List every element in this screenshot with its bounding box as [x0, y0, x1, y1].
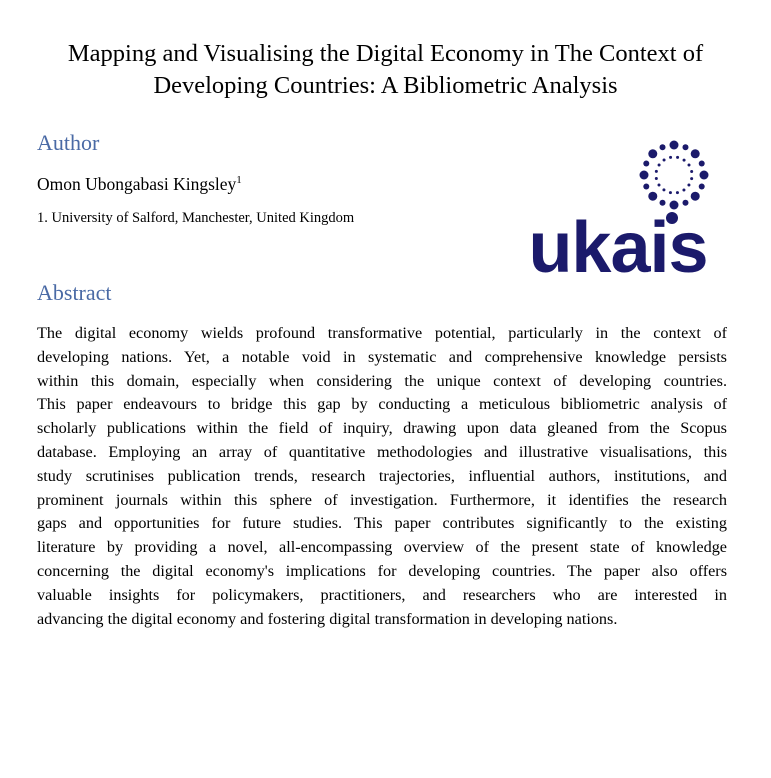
logo-dot: [643, 183, 649, 189]
logo-dot: [690, 177, 693, 180]
ukais-logo: [510, 130, 730, 280]
logo-dot: [683, 159, 686, 162]
logo-dot: [655, 170, 658, 173]
logo-dot: [648, 192, 657, 201]
logo-dot: [648, 149, 657, 158]
paper-title: [0, 38, 771, 102]
logo-dot: [655, 177, 658, 180]
logo-dot: [691, 192, 700, 201]
abstract-line: This paper endeavours to bridge this gap by conducting a meticulous bibliometric analysis of: [37, 395, 727, 414]
logo-dot: [688, 164, 691, 167]
abstract-line: prominent journals within this sphere of investigation. Furthermore, it identifies the research: [37, 490, 727, 509]
logo-dot: [658, 163, 661, 166]
logo-dot: [669, 156, 672, 159]
logo-dot: [657, 183, 660, 186]
logo-dot: [663, 158, 666, 161]
logo-dot: [682, 200, 688, 206]
abstract-line: developing nations. Yet, a notable void in systematic and comprehensive knowledge persists: [37, 347, 727, 366]
abstract-line: scholarly publications within the field of inquiry, drawing upon data gleaned from the Scopus: [37, 419, 727, 438]
author-heading: Author: [37, 130, 100, 155]
logo-dot: [669, 191, 672, 194]
logo-dot: [687, 184, 690, 187]
abstract-line: study scrutinises publication trends, research trajectories, influential authors, institutions, and: [37, 466, 727, 485]
logo-dot: [691, 149, 700, 158]
logo-dot: [682, 189, 685, 192]
logo-dot: [660, 144, 666, 150]
affiliation: 1. University of Salford, Manchester, United Kingdom: [37, 210, 355, 226]
abstract-heading: Abstract: [37, 280, 112, 305]
logo-dot: [676, 156, 679, 159]
logo-dot: [670, 141, 679, 150]
title-line: Developing Countries: A Bibliometric Analysis: [153, 72, 618, 99]
abstract-line: advancing the digital economy and fostering digital transformation in developing nations.: [37, 609, 618, 628]
logo-dot: [699, 161, 705, 167]
author-superscript: 1: [236, 174, 242, 187]
abstract-line: within this domain, especially when considering the unique context of developing countries.: [37, 371, 727, 390]
author-name: [37, 174, 242, 195]
logo-dot: [690, 170, 693, 173]
logo-dot: [676, 191, 679, 194]
abstract-line: gaps and opportunities for future studies. This paper contributes significantly to the existing: [37, 514, 727, 533]
logo-dot: [660, 200, 666, 206]
title-line: Mapping and Visualising the Digital Economy in The Context of: [67, 40, 704, 67]
logo-dot: [643, 161, 649, 167]
abstract-line: database. Employing an array of quantitative methodologies and illustrative visualisations, this: [37, 442, 727, 461]
abstract-line: The digital economy wields profound transformative potential, particularly in the context of: [37, 324, 727, 342]
abstract-line: valuable insights for policymakers, practitioners, and researchers who are interested in: [37, 585, 727, 604]
author-name-text: Omon Ubongabasi Kingsley: [37, 174, 237, 194]
abstract-line: concerning the digital economy's implications for developing countries. The paper also offers: [37, 561, 727, 580]
logo-dot: [640, 171, 649, 180]
logo-dot: [662, 188, 665, 191]
abstract-body: [37, 322, 727, 631]
logo-dot: [699, 183, 705, 189]
logo-dot: [700, 171, 709, 180]
abstract-line: literature by providing a novel, all-encompassing overview of the present state of knowledge: [37, 538, 727, 557]
logo-text: ukais: [528, 208, 708, 280]
logo-dot: [682, 144, 688, 150]
